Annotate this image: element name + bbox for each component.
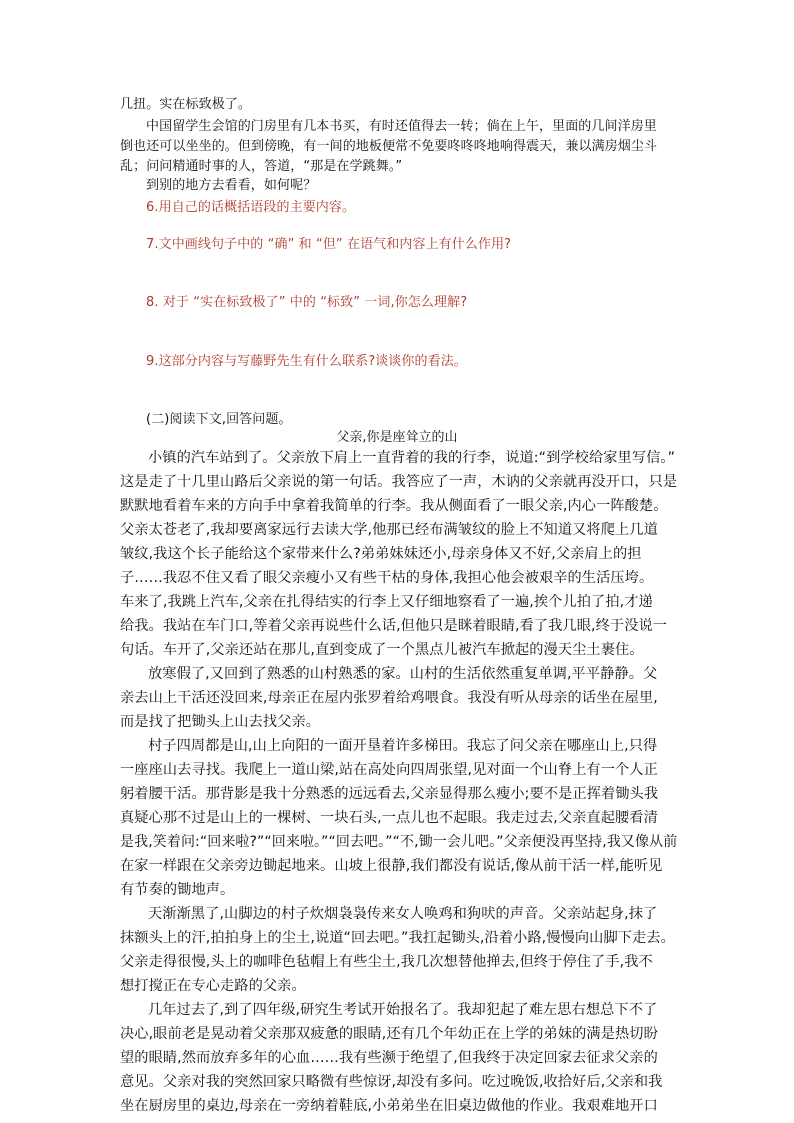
text-line: 车来了,我跳上汽车,父亲在扎得结实的行李上又仔细地察看了一遍,挨个儿拍了拍,才递 [120,594,653,610]
text-line: 小镇的汽车站到了。父亲放下肩上一直背着的我的行李，说道:“到学校给家里写信。” [148,450,676,466]
text-line: 想打搅正在专心走路的父亲。 [120,978,306,994]
text-line: 真疑心那不过是山上的一棵树、一块石头,一点儿也不起眼。我走过去,父亲直起腰看清 [120,810,658,826]
text-line: 村子四周都是山,山上向阳的一面开垦着许多梯田。我忘了问父亲在哪座山上,只得 [148,738,658,754]
text-line: 在家一样跟在父亲旁边锄起地来。山坡上很静,我们都没有说话,像从前干活一样,能听见 [120,858,663,874]
text-line: 抹额头上的汗,拍拍身上的尘土,说道“回去吧。”我扛起锄头,沿着小路,慢慢向山脚下走去。 [120,930,675,946]
passage-title: 父亲,你是座耸立的山 [336,430,458,445]
text-line: 望的眼睛,然而放弃多年的心血……我有些濒于绝望了,但我终于决定回家去征求父亲的 [120,1050,658,1066]
text-line: 给我。我站在车门口,等着父亲再说些什么话,但他只是眯着眼睛,看了我几眼,终于没说一 [120,618,668,634]
text-line: 是我,笑着问:“回来啦?”“回来啦。”“回去吧。”“不,锄一会儿吧。”父亲便没再坚持,我又像从前 [120,834,678,850]
question-7: 7.文中画线句子中的 “确” 和 “但” 在语气和内容上有什么作用? [146,237,512,252]
text-line: 天渐渐黑了,山脚边的村子炊烟袅袅传来女人唤鸡和狗吠的声音。父亲站起身,抹了 [148,906,658,922]
text-line: 乱；问问精通时事的人，答道，“那是在学跳舞。” [120,159,403,174]
text-line: 中国留学生会馆的门房里有几本书买，有时还值得去一转；倘在上午，里面的几间洋房里 [146,119,657,134]
text-line: 到别的地方去看看，如何呢？ [146,178,317,193]
text-line: 父亲走得很慢,头上的咖啡色毡帽上有些尘土,我几次想替他掸去,但终于停住了手,我不 [120,954,653,970]
text-line: 亲去山上干活还没回来,母亲正在屋内张罗着给鸡喂食。我没有听从母亲的话坐在屋里, [120,690,658,706]
section-header: (二)阅读下文,回答问题。 [146,412,292,427]
text-line: 父亲太苍老了,我却要离家远行去读大学,他那已经布满皱纹的脸上不知道又将爬上几道 [120,522,658,538]
text-line: 子……我忍不住又看了眼父亲瘦小又有些干枯的身体,我担心他会被艰辛的生活压垮。 [120,570,654,586]
text-line: 一座座山去寻找。我爬上一道山梁,站在高处向四周张望,见对面一个山脊上有一个人正 [120,762,658,778]
text-line: 躬着腰干活。那背影是我十分熟悉的远远看去,父亲显得那么瘦小;要不是正挥着锄头我 [120,786,659,802]
text-line: 坐在厨房里的桌边,母亲在一旁纳着鞋底,小弟弟坐在旧桌边做他的作业。我艰难地开口 [120,1098,658,1114]
text-line: 有节奏的锄地声。 [120,882,235,898]
text-line: 而是找了把锄头上山去找父亲。 [120,714,321,730]
text-line: 意见。父亲对我的突然回家只略微有些惊讶,却没有多问。吃过晚饭,收拾好后,父亲和我 [120,1074,663,1090]
text-line: 倒也还可以坐坐的。但到傍晚，有一间的地板便常不免要咚咚咚地响得震天，兼以满房烟尘斗 [120,139,658,154]
text-line: 这是走了十几里山路后父亲说的第一句话。我答应了一声，木讷的父亲就再没开口，只是 [120,474,678,490]
question-6: 6.用自己的话概括语段的主要内容。 [146,200,356,215]
text-line: 几年过去了,到了四年级,研究生考试开始报名了。我却犯起了难左思右想总下不了 [148,1002,658,1018]
text-line: 皱纹,我这个长子能给这个家带来什么?弟弟妹妹还小,母亲身体又不好,父亲肩上的担 [120,546,642,562]
text-line: 几扭。实在标致极了。 [120,97,252,112]
text-line: 决心,眼前老是晃动着父亲那双疲惫的眼睛,还有几个年幼正在上学的弟妹的满是热切盼 [120,1026,658,1042]
question-9: 9.这部分内容与写藤野先生有什么联系?谈谈你的看法。 [146,354,467,369]
text-line: 默默地看着车来的方向手中拿着我简单的行李。我从侧面看了一眼父亲,内心一阵酸楚。 [120,498,668,514]
question-8: 8. 对于 “实在标致极了” 中的 “标致” 一词,你怎么理解? [146,295,468,310]
text-line: 句话。车开了,父亲还站在那儿,直到变成了一个黑点儿被汽车掀起的漫天尘土裹住。 [120,642,644,658]
text-line: 放寒假了,又回到了熟悉的山村熟悉的家。山村的生活依然重复单调,平平静静。父 [148,666,658,682]
